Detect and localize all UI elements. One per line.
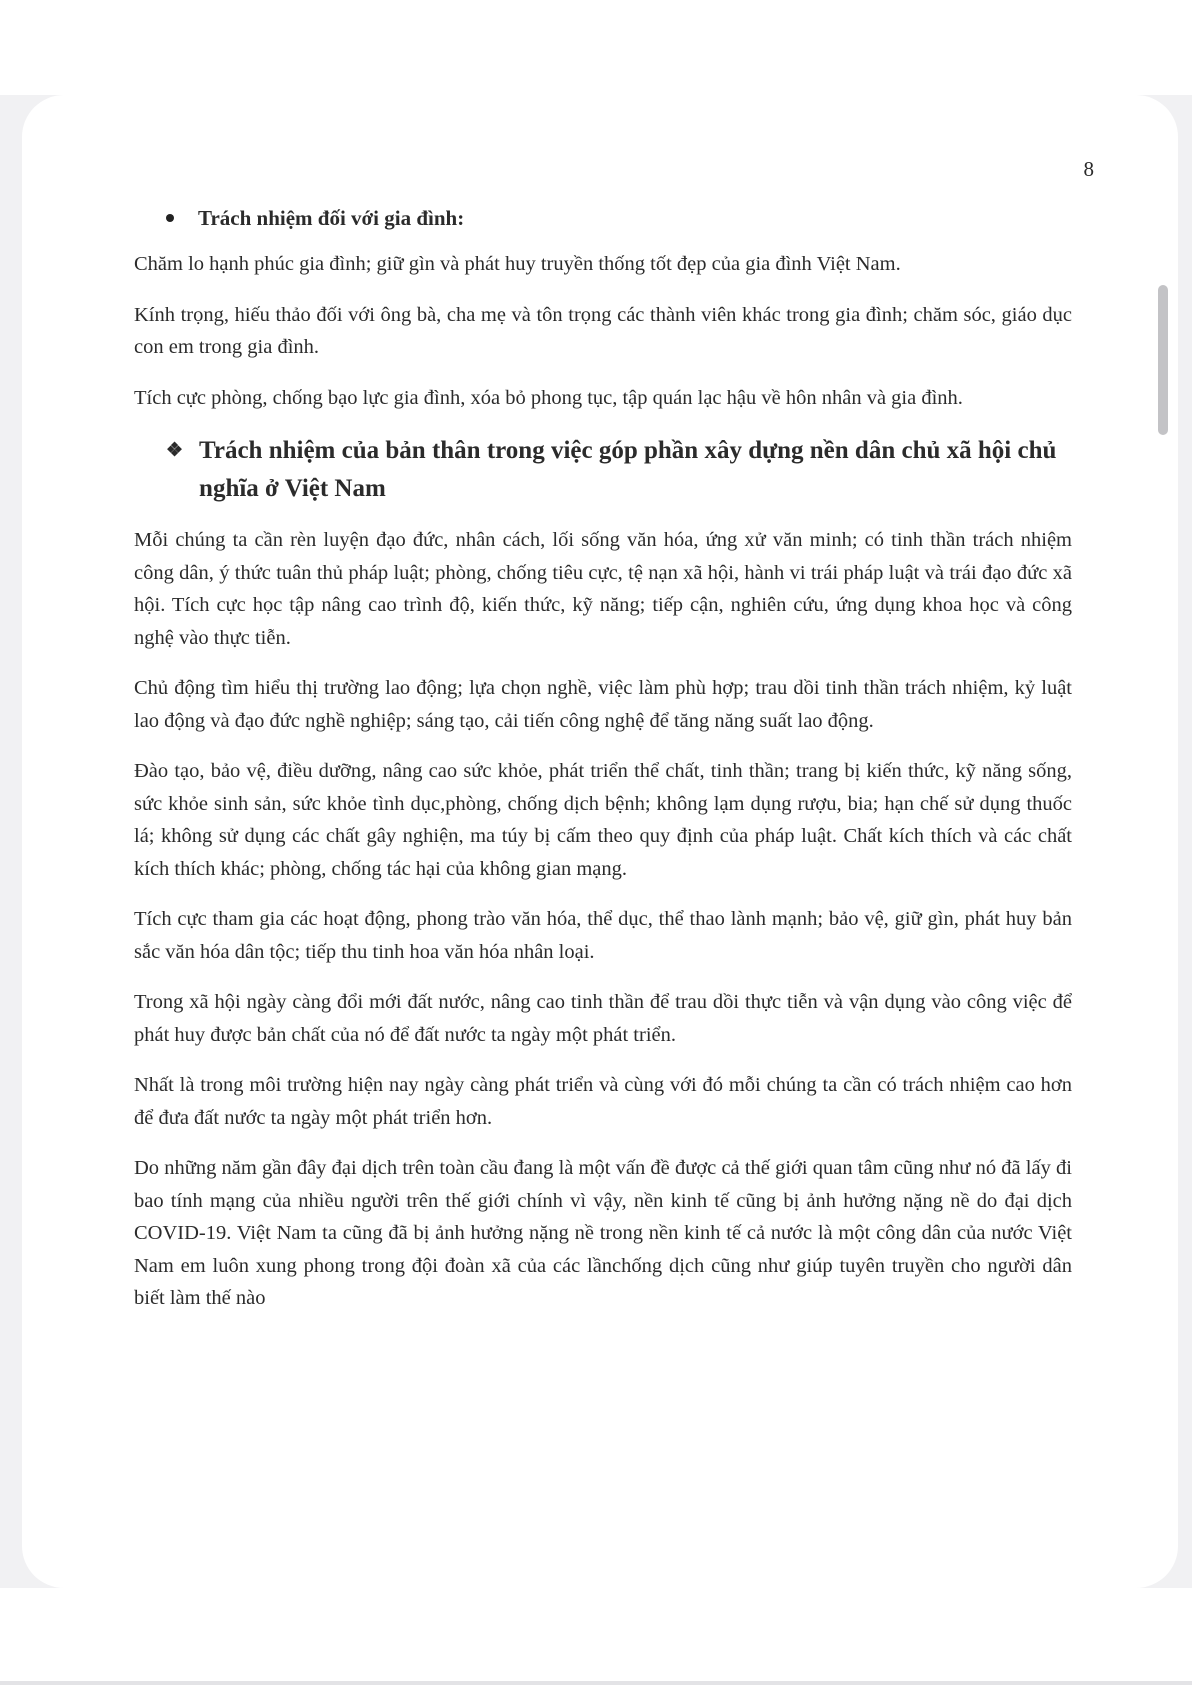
family-responsibility-heading [134,203,1072,233]
paragraph: Kính trọng, hiếu thảo đối với ông bà, cha mẹ và tôn trọng các thành viên khác trong gia đình; chăm sóc, giáo dục con em trong gia đình. [134,303,1072,358]
bullet-dot-icon [166,214,174,222]
paragraph: Nhất là trong môi trường hiện nay ngày càng phát triển và cùng với đó mỗi chúng ta cần có trách nhiệm cao hơn để đưa đất nước ta ngày một phát triển hơn. [134,1074,1072,1129]
document-page [22,95,1178,1588]
paragraph: Do những năm gần đây đại dịch trên toàn cầu đang là một vấn đề được cả thế giới quan tâm cũng như nó đã lấy đi bao tính mạng của nhiều người trên thế giới chính vì vậy, nền kinh tế cũng bị ảnh hưởng nặng nề do đại dịch COVID-19. Việt Nam ta cũng đã bị ảnh hưởng nặng nề trong nền kinh tế cả nước là một công dân của nước Việt Nam em luôn xung phong trong đội đoàn xã của các lầnchống dịch cũng như giúp tuyên truyền cho người dân biết làm thế nào [134,1157,1072,1309]
section-heading-text: Trách nhiệm của bản thân trong việc góp phần xây dựng nền dân chủ xã hội chủ nghĩa ở Việt Nam [199,437,1057,502]
bullet-heading-text: Trách nhiệm đối với gia đình: [198,206,465,230]
page-number: 8 [1083,157,1094,181]
section-heading [134,432,1072,508]
scrollbar-thumb[interactable] [1158,285,1168,435]
paragraph: Chăm lo hạnh phúc gia đình; giữ gìn và phát huy truyền thống tốt đẹp của gia đình Việt Nam. [134,253,901,275]
viewer-bottom-bar [0,1588,1192,1685]
paragraph: Tích cực phòng, chống bạo lực gia đình, xóa bỏ phong tục, tập quán lạc hậu về hôn nhân và gia đình. [134,386,963,409]
paragraph: Trong xã hội ngày càng đổi mới đất nước, nâng cao tinh thần để trau dồi thực tiễn và vận dụng vào công việc để phát huy được bản chất của nó để đất nước ta ngày một phát triển. [134,991,1072,1046]
page-content [134,203,1072,1333]
paragraph: Đào tạo, bảo vệ, điều dưỡng, nâng cao sức khỏe, phát triển thể chất, tinh thần; trang bị kiến thức, kỹ năng sống, sức khỏe sinh sản, sức khỏe tình dục,phòng, chống dịch bệnh; không lạm dụng rượu, bia; hạn chế sử dụng thuốc lá; không sử dụng các chất gây nghiện, ma túy bị cấm theo quy định của pháp luật. Chất kích thích và các chất kích thích khác; phòng, chống tác hại của không gian mạng. [134,760,1072,880]
paragraph: Mỗi chúng ta cần rèn luyện đạo đức, nhân cách, lối sống văn hóa, ứng xử văn minh; có tinh thần trách nhiệm công dân, ý thức tuân thủ pháp luật; phòng, chống tiêu cực, tệ nạn xã hội, hành vi trái pháp luật và trái đạo đức xã hội. Tích cực học tập nâng cao trình độ, kiến thức, kỹ năng; tiếp cận, nghiên cứu, ứng dụng khoa học và công nghệ vào thực tiễn. [134,529,1072,649]
viewer-top-bar [0,0,1192,95]
paragraph: Chủ động tìm hiểu thị trường lao động; lựa chọn nghề, việc làm phù hợp; trau dồi tinh thần trách nhiệm, kỷ luật lao động và đạo đức nghề nghiệp; sáng tạo, cải tiến công nghệ để tăng năng suất lao động. [134,677,1072,732]
reading-progress-bar [0,1681,1192,1685]
diamond-bullet-icon: ❖ [166,440,184,461]
paragraph: Tích cực tham gia các hoạt động, phong trào văn hóa, thể dục, thể thao lành mạnh; bảo vệ, giữ gìn, phát huy bản sắc văn hóa dân tộc; tiếp thu tinh hoa văn hóa nhân loại. [134,908,1072,963]
